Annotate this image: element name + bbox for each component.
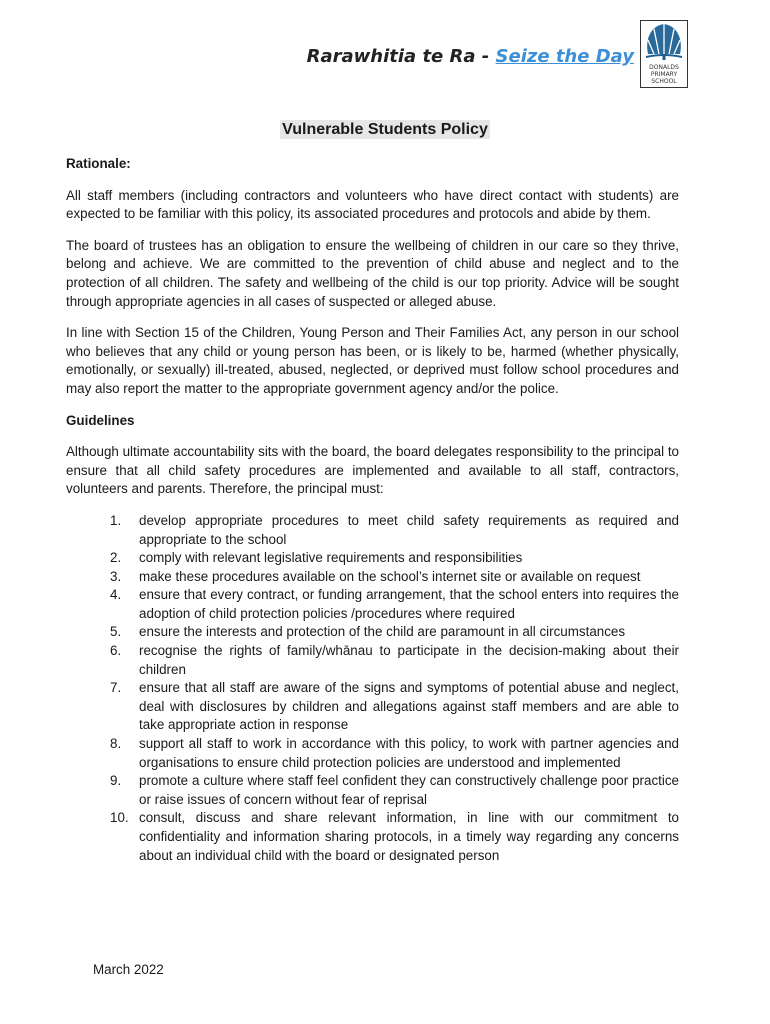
list-item-text: ensure the interests and protection of the child are paramount in all circumstances: [139, 624, 626, 640]
list-item-number: 4.: [110, 587, 122, 603]
guidelines-heading: Guidelines: [66, 412, 135, 428]
list-item-number: 2.: [110, 550, 122, 566]
rationale-paragraph-1: All staff members (including contractors and volunteers who have direct contact with students) are expected to be familiar with this policy, its associated procedures and protocols and abide by them.: [66, 187, 679, 222]
rationale-paragraph-3: In line with Section 15 of the Children, Young Person and Their Families Act, any person in our school who believes that any child or young person has been, or is likely to be, harmed (whether physically, emotionally, or sexually) ill-treated, abused, neglected, or deprived must follow school procedures and may also report the matter to the appropriate government agency and/or the police.: [66, 325, 679, 396]
school-logo: [640, 20, 688, 88]
list-item-text: comply with relevant legislative requirements and responsibilities: [139, 550, 523, 566]
footer-date: March 2022: [93, 962, 164, 977]
rationale-paragraph-2: The board of trustees has an obligation to ensure the wellbeing of children in our care so they thrive, belong and achieve. We are committed to the prevention of child abuse and neglect and to the protection of all children. The safety and wellbeing of the child is our top priority. Advice will be sought through appropriate agencies in all cases of suspected or alleged abuse.: [66, 237, 679, 309]
logo-text-line-1: DONALDS: [649, 64, 679, 71]
logo-text-line-2: PRIMARY: [650, 71, 678, 78]
list-item: [66, 642, 679, 679]
motto-link[interactable]: Seize the Day: [495, 46, 634, 67]
list-item: [66, 679, 679, 735]
school-motto: [0, 46, 634, 67]
list-item-text: consult, discuss and share relevant information, in line with our commitment to confidentiality and information sharing protocols, in a timely way regarding any concerns about an individual child with the board or designated person: [139, 810, 679, 863]
list-item-number: 1.: [110, 512, 122, 528]
list-item-text: make these procedures available on the school’s internet site or available on request: [139, 568, 641, 584]
list-item-number: 3.: [110, 568, 122, 584]
list-item: [66, 623, 679, 642]
list-item-number: 9.: [110, 773, 122, 789]
list-item: [66, 735, 679, 772]
logo-text-line-3: SCHOOL: [651, 78, 677, 85]
rationale-heading: Rationale:: [66, 156, 131, 171]
list-item-number: 5.: [110, 624, 122, 640]
list-item-text: recognise the rights of family/whānau to participate in the decision-making about their children: [139, 643, 679, 677]
list-item-text: ensure that all staff are aware of the signs and symptoms of potential abuse and neglect, deal with disclosures by children and allegations against staff members and are able to take appropriate action in response: [139, 680, 679, 733]
list-item: [66, 772, 679, 809]
page-title-text: Vulnerable Students Policy: [282, 121, 488, 138]
list-item-number: 8.: [110, 736, 122, 752]
list-item: [66, 512, 679, 549]
list-item: [66, 549, 679, 568]
list-item-text: support all staff to work in accordance with this policy, to work with partner agencies and organisations to ensure child protection policies are understood and implemented: [139, 736, 679, 770]
list-item-number: 6.: [110, 643, 122, 659]
motto-maori: Rarawhitia te Ra -: [306, 46, 496, 67]
guidelines-list: [66, 512, 679, 865]
document-body: [66, 155, 679, 865]
list-item: [66, 568, 679, 587]
list-item-text: develop appropriate procedures to meet child safety requirements as required and appropriate to the school: [139, 512, 679, 547]
list-item-text: promote a culture where staff feel confident they can constructively challenge poor practice or raise issues of concern without fear of reprisal: [139, 773, 679, 807]
list-item-number: 10.: [110, 810, 129, 826]
list-item: [66, 809, 679, 865]
guidelines-intro: Although ultimate accountability sits with the board, the board delegates responsibility to the principal to ensure that all child safety procedures are implemented and available to all staff, contractors, volunteers and parents. Therefore, the principal must:: [66, 444, 679, 497]
list-item-text: ensure that every contract, or funding arrangement, that the school enters into requires the adoption of child protection policies /procedures where required: [139, 587, 679, 621]
list-item-number: 7.: [110, 680, 122, 696]
page-title: [0, 121, 770, 139]
list-item: [66, 586, 679, 623]
